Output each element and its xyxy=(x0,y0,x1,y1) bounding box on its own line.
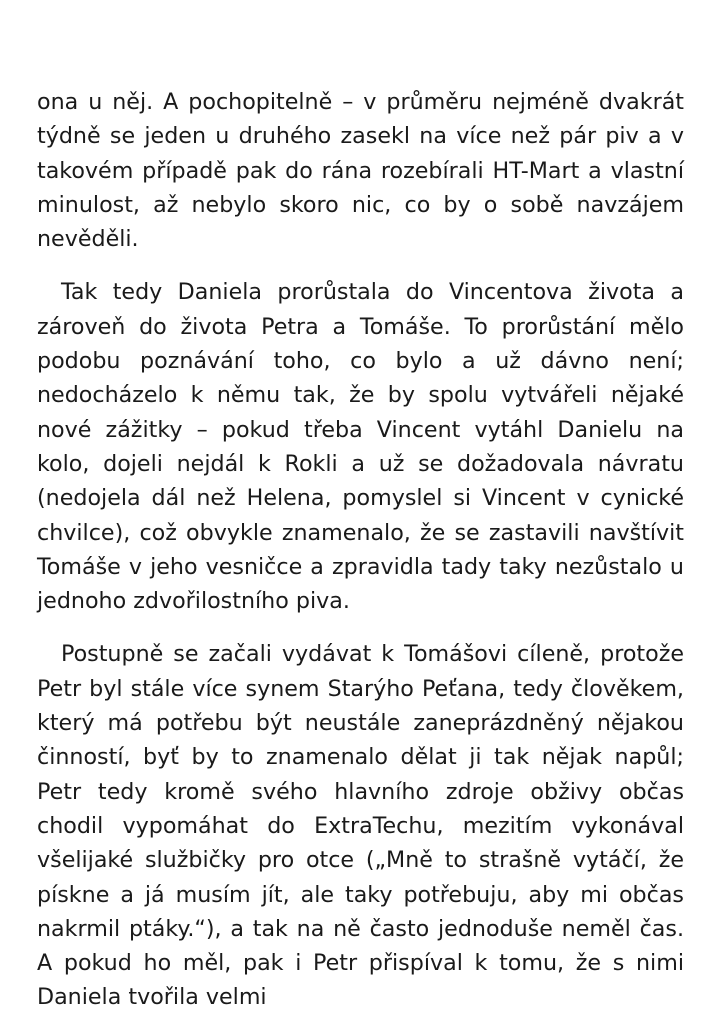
document-page xyxy=(37,85,684,1034)
paragraph-2: Tak tedy Daniela prorůstala do Vincentova života a zároveň do života Petra a Tomáše. To prorůstání mělo podobu poznávání toho, co bylo a už dávno není; nedocházelo k němu tak, že by spolu vytvářeli nějaké nové zážitky – pokud třeba Vincent vytáhl Danielu na kolo, dojeli nejdál k Rokli a už se dožadovala návratu (nedojela dál než Helena, pomyslel si Vincent v cynické chvilce), což obvykle znamenalo, že se zastavili navštívit Tomáše v jeho vesničce a zpravidla tady taky nezůstalo u jednoho zdvořilostního piva. xyxy=(37,279,684,615)
paragraph-3: Postupně se začali vydávat k Tomášovi cíleně, protože Petr byl stále více synem Starýho Peťana, tedy člověkem, který má potřebu být neustále zaneprázdněný nějakou činností, byť by to znamenalo dělat ji tak nějak napůl; Petr tedy kromě svého hlavního zdroje obživy občas chodil vypomáhat do ExtraTechu, mezitím vykonával všelijaké službičky pro otce („Mně to strašně vytáčí, že pískne a já musím jít, ale taky potřebuju, aby mi občas nakrmil ptáky.“), a tak na ně často jednoduše neměl čas. A pokud ho měl, pak i Petr přispíval k tomu, že s nimi Daniela tvořila velmi xyxy=(37,641,684,1011)
paragraph-1: ona u něj. A pochopitelně – v průměru nejméně dvakrát týdně se jeden u druhého zasekl na více než pár piv a v takovém případě pak do rána rozebírali HT-Mart a vlastní minulost, až nebylo skoro nic, co by o sobě navzájem nevěděli. xyxy=(37,89,684,253)
